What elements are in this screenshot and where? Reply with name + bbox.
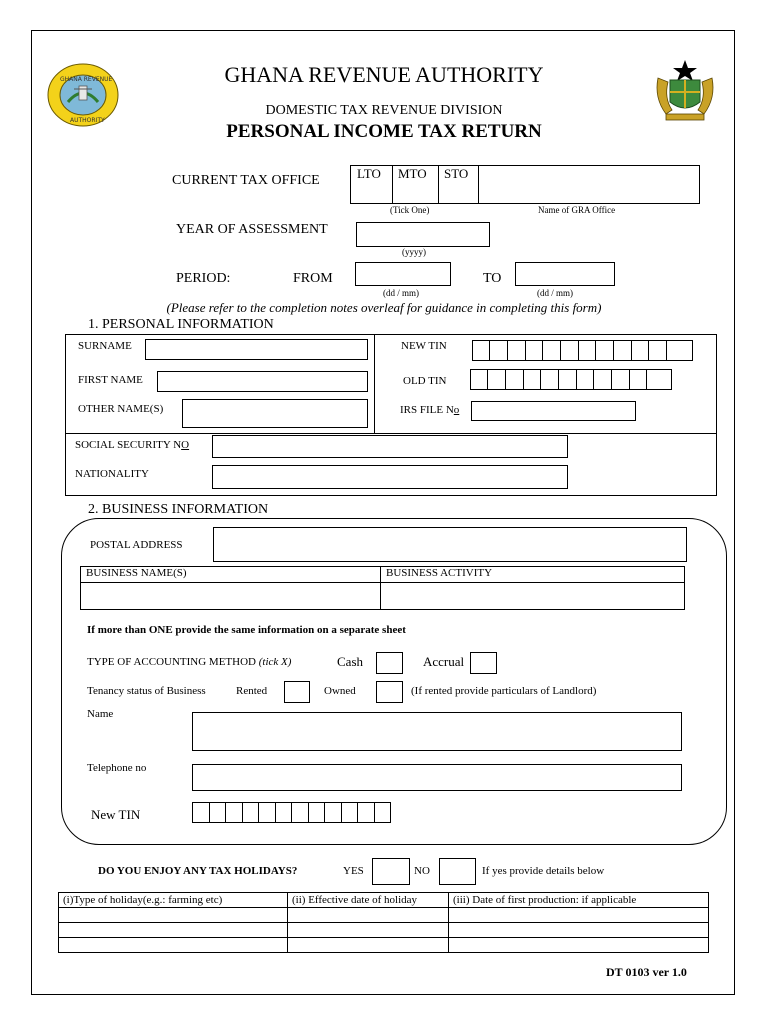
period-from-label: FROM [293, 271, 333, 286]
business-names-input[interactable] [81, 582, 379, 609]
first-production-date-header: (iii) Date of first production: if applicable [449, 893, 709, 908]
first-production-date-cell[interactable] [449, 908, 709, 923]
mto-option[interactable]: MTO [398, 166, 427, 181]
holiday-effective-date-cell[interactable] [288, 923, 449, 938]
year-of-assessment-label: YEAR OF ASSESSMENT [176, 222, 328, 237]
landlord-new-tin-label: New TIN [91, 807, 141, 822]
more-than-one-note: If more than ONE provide the same information on a separate sheet [87, 624, 406, 636]
ssn-input[interactable] [212, 435, 568, 458]
cash-checkbox[interactable] [376, 652, 403, 674]
accrual-label: Accrual [423, 654, 465, 669]
rented-checkbox[interactable] [284, 681, 310, 703]
period-label: PERIOD: [176, 271, 231, 286]
year-format-note: (yyyy) [402, 247, 426, 257]
first-production-date-cell[interactable] [449, 938, 709, 953]
postal-address-label: POSTAL ADDRESS [90, 539, 183, 551]
old-tin-label: OLD TIN [403, 375, 447, 387]
irs-file-no-input[interactable] [471, 401, 636, 421]
postal-address-input[interactable] [213, 527, 687, 562]
business-info-heading: 2. BUSINESS INFORMATION [88, 502, 269, 517]
from-format-note: (dd / mm) [383, 288, 419, 298]
holidays-yes-label: YES [343, 865, 364, 877]
period-from-input[interactable] [355, 262, 451, 286]
holidays-no-checkbox[interactable] [439, 858, 476, 885]
new-tin-input[interactable] [472, 340, 693, 361]
landlord-note: (If rented provide particulars of Landlord) [411, 685, 597, 697]
holidays-yes-checkbox[interactable] [372, 858, 410, 885]
guidance-note: (Please refer to the completion notes overleaf for guidance in completing this form) [166, 300, 602, 315]
sto-option[interactable]: STO [444, 166, 469, 181]
tenancy-label: Tenancy status of Business [87, 685, 206, 697]
tax-holidays-table [58, 892, 709, 953]
to-format-note: (dd / mm) [537, 288, 573, 298]
cash-label: Cash [337, 654, 363, 669]
year-of-assessment-input[interactable] [356, 222, 490, 247]
table-row [59, 938, 709, 953]
ssn-label: SOCIAL SECURITY NO [75, 439, 190, 451]
tax-holidays-question: DO YOU ENJOY ANY TAX HOLIDAYS? [98, 865, 298, 877]
period-to-input[interactable] [515, 262, 615, 286]
holiday-type-cell[interactable] [59, 938, 288, 953]
holiday-type-cell[interactable] [59, 923, 288, 938]
holiday-effective-date-cell[interactable] [288, 908, 449, 923]
tick-one-note: (Tick One) [390, 205, 430, 215]
holidays-no-label: NO [414, 865, 430, 877]
holiday-effective-date-cell[interactable] [288, 938, 449, 953]
first-production-date-cell[interactable] [449, 923, 709, 938]
rented-label: Rented [236, 685, 268, 697]
accrual-checkbox[interactable] [470, 652, 497, 674]
current-tax-office-label: CURRENT TAX OFFICE [172, 173, 320, 188]
landlord-telephone-input[interactable] [192, 764, 682, 791]
business-activity-input[interactable] [381, 582, 684, 609]
seal-text-bottom: AUTHORITY [70, 117, 105, 124]
new-tin-label: NEW TIN [401, 340, 447, 352]
surname-label: SURNAME [78, 340, 132, 352]
owned-label: Owned [324, 685, 356, 697]
landlord-telephone-label: Telephone no [87, 762, 147, 774]
table-row [59, 908, 709, 923]
landlord-new-tin-input[interactable] [192, 802, 391, 823]
first-name-label: FIRST NAME [78, 374, 143, 386]
form-title: PERSONAL INCOME TAX RETURN [226, 121, 542, 142]
business-activity-header: BUSINESS ACTIVITY [386, 567, 493, 579]
seal-text-top: GHANA REVENUE [60, 76, 113, 83]
holiday-type-header: (i)Type of holiday(e.g.: farming etc) [59, 893, 288, 908]
holidays-details-note: If yes provide details below [482, 865, 605, 877]
gra-office-name-input[interactable] [478, 165, 700, 204]
surname-input[interactable] [145, 339, 368, 360]
owned-checkbox[interactable] [376, 681, 403, 703]
business-names-header: BUSINESS NAME(S) [86, 567, 187, 579]
office-name-note: Name of GRA Office [538, 205, 616, 215]
accounting-method-label: TYPE OF ACCOUNTING METHOD (tick X) [87, 656, 292, 668]
nationality-input[interactable] [212, 465, 568, 489]
landlord-name-label: Name [87, 708, 114, 720]
landlord-name-input[interactable] [192, 712, 682, 751]
nationality-label: NATIONALITY [75, 468, 149, 480]
other-names-label: OTHER NAME(S) [78, 403, 164, 415]
table-row [59, 893, 709, 908]
personal-info-heading: 1. PERSONAL INFORMATION [88, 317, 274, 332]
holiday-type-cell[interactable] [59, 908, 288, 923]
table-row [59, 923, 709, 938]
irs-file-no-label: IRS FILE No [400, 404, 460, 416]
form-code: DT 0103 ver 1.0 [606, 965, 687, 979]
lto-option[interactable]: LTO [357, 166, 381, 181]
period-to-label: TO [483, 271, 502, 286]
other-names-input[interactable] [182, 399, 368, 428]
first-name-input[interactable] [157, 371, 368, 392]
holiday-effective-date-header: (ii) Effective date of holiday [288, 893, 449, 908]
authority-title: GHANA REVENUE AUTHORITY [224, 62, 544, 87]
old-tin-input[interactable] [470, 369, 672, 390]
division-title: DOMESTIC TAX REVENUE DIVISION [265, 103, 503, 118]
